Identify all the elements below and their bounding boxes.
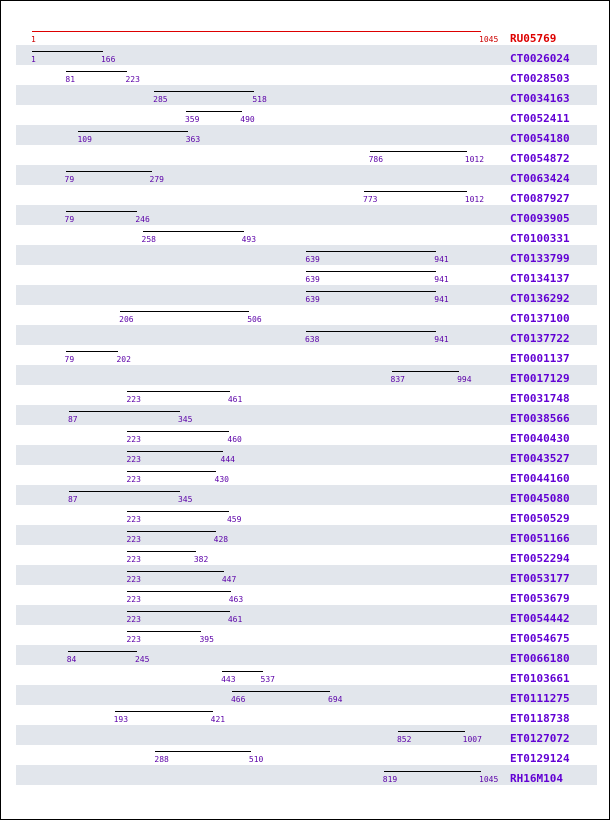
sequence-id-label[interactable]: ET0118738 xyxy=(510,712,570,725)
sequence-id-label[interactable]: ET0040430 xyxy=(510,432,570,445)
segment-end-label: 941 xyxy=(434,275,449,284)
segment-start-label: 786 xyxy=(368,155,384,164)
segment-end-label: 166 xyxy=(100,55,116,64)
sequence-id-label[interactable]: ET0043527 xyxy=(510,452,570,465)
sequence-id-label[interactable]: ET0111275 xyxy=(510,692,570,705)
reference-segment xyxy=(32,31,481,32)
segment-start-label: 288 xyxy=(154,755,169,764)
alignment-segment xyxy=(392,371,460,372)
sequence-id-label[interactable]: CT0133799 xyxy=(510,252,570,265)
sequence-id-label[interactable]: ET0054675 xyxy=(510,632,570,645)
segment-start-label: 109 xyxy=(77,135,92,144)
segment-start-label: 223 xyxy=(126,635,141,644)
sequence-id-label[interactable]: ET0127072 xyxy=(510,732,570,745)
sequence-id-label[interactable]: ET0045080 xyxy=(510,492,570,505)
segment-start-label: 852 xyxy=(396,735,412,744)
sequence-id-label[interactable]: CT0026024 xyxy=(510,52,570,65)
segment-start-label: 639 xyxy=(305,295,320,304)
alignment-segment xyxy=(127,531,215,532)
alignment-segment xyxy=(306,291,436,292)
segment-start-label: 837 xyxy=(390,375,405,384)
alignment-segment xyxy=(127,571,223,572)
alignment-segment xyxy=(127,631,201,632)
alignment-segment xyxy=(66,171,152,172)
alignment-segment xyxy=(127,511,228,512)
sequence-id-label[interactable]: CT0100331 xyxy=(510,232,570,245)
sequence-id-label[interactable]: CT0034163 xyxy=(510,92,570,105)
segment-start-label: 258 xyxy=(141,235,156,244)
segment-start-label: 223 xyxy=(126,455,141,464)
alignment-segment xyxy=(120,311,249,312)
segment-end-label: 506 xyxy=(247,315,262,324)
segment-start-label: 285 xyxy=(153,95,168,104)
segment-start-label: 466 xyxy=(230,695,246,704)
sequence-id-label[interactable]: ET0129124 xyxy=(510,752,570,765)
reference-end-label: 1045 xyxy=(479,35,499,44)
alignment-segment xyxy=(66,71,127,72)
segment-start-label: 223 xyxy=(126,535,141,544)
alignment-segment xyxy=(186,111,242,112)
sequence-id-label[interactable]: CT0028503 xyxy=(510,72,570,85)
alignment-segment xyxy=(115,711,213,712)
sequence-id-label[interactable]: ET0044160 xyxy=(510,472,570,485)
alignment-segment xyxy=(68,651,137,652)
segment-end-label: 941 xyxy=(434,335,449,344)
segment-end-label: 694 xyxy=(328,695,343,704)
segment-end-label: 459 xyxy=(226,515,242,524)
sequence-id-label[interactable]: ET0053177 xyxy=(510,572,570,585)
segment-start-label: 87 xyxy=(67,415,78,424)
segment-end-label: 223 xyxy=(125,75,140,84)
sequence-id-label[interactable]: ET0001137 xyxy=(510,352,570,365)
sequence-id-label[interactable]: ET0103661 xyxy=(510,672,570,685)
alignment-segment xyxy=(127,471,216,472)
alignment-segment xyxy=(78,131,187,132)
sequence-id-label[interactable]: ET0038566 xyxy=(510,412,570,425)
sequence-id-label[interactable]: CT0054180 xyxy=(510,132,570,145)
segment-start-label: 638 xyxy=(304,335,320,344)
alignment-plot xyxy=(1,1,610,821)
sequence-id-label[interactable]: ET0054442 xyxy=(510,612,570,625)
alignment-segment xyxy=(143,231,244,232)
sequence-id-label[interactable]: CT0052411 xyxy=(510,112,570,125)
alignment-segment xyxy=(69,491,180,492)
segment-start-label: 79 xyxy=(64,175,75,184)
segment-start-label: 223 xyxy=(126,475,141,484)
segment-end-label: 1045 xyxy=(479,775,499,784)
segment-end-label: 345 xyxy=(177,495,193,504)
segment-start-label: 443 xyxy=(221,675,236,684)
alignment-segment xyxy=(127,591,230,592)
alignment-segment xyxy=(370,151,467,152)
segment-end-label: 518 xyxy=(252,95,267,104)
segment-start-label: 223 xyxy=(126,515,141,524)
alignment-segment xyxy=(127,551,195,552)
segment-start-label: 79 xyxy=(64,215,75,224)
segment-start-label: 223 xyxy=(126,615,141,624)
segment-end-label: 279 xyxy=(149,175,164,184)
alignment-segment xyxy=(232,691,330,692)
segment-end-label: 510 xyxy=(248,755,264,764)
segment-end-label: 447 xyxy=(221,575,237,584)
alignment-segment xyxy=(222,671,262,672)
segment-start-label: 639 xyxy=(305,255,320,264)
alignment-segment xyxy=(306,251,436,252)
segment-start-label: 79 xyxy=(64,355,75,364)
segment-end-label: 490 xyxy=(240,115,255,124)
sequence-id-label[interactable]: ET0050529 xyxy=(510,512,570,525)
sequence-id-label[interactable]: CT0134137 xyxy=(510,272,570,285)
segment-start-label: 819 xyxy=(382,775,398,784)
segment-end-label: 994 xyxy=(457,375,472,384)
sequence-id-label[interactable]: ET0066180 xyxy=(510,652,570,665)
segment-end-label: 430 xyxy=(214,475,229,484)
segment-start-label: 193 xyxy=(113,715,129,724)
segment-start-label: 206 xyxy=(119,315,134,324)
segment-end-label: 245 xyxy=(134,655,150,664)
segment-end-label: 1007 xyxy=(462,735,482,744)
segment-end-label: 463 xyxy=(228,595,244,604)
segment-end-label: 246 xyxy=(135,215,150,224)
segment-end-label: 493 xyxy=(241,235,257,244)
alignment-segment xyxy=(384,771,481,772)
sequence-id-label[interactable]: CT0137722 xyxy=(510,332,570,345)
sequence-id-label[interactable]: ET0052294 xyxy=(510,552,570,565)
segment-start-label: 773 xyxy=(363,195,378,204)
segment-end-label: 421 xyxy=(210,715,226,724)
segment-start-label: 639 xyxy=(305,275,320,284)
segment-start-label: 223 xyxy=(126,395,141,404)
sequence-id-label[interactable]: CT0087927 xyxy=(510,192,570,205)
alignment-segment xyxy=(66,351,119,352)
sequence-id-label[interactable]: CT0054872 xyxy=(510,152,570,165)
segment-start-label: 87 xyxy=(67,495,78,504)
sequence-id-label[interactable]: RH16M104 xyxy=(510,772,563,785)
sequence-id-label[interactable]: ET0017129 xyxy=(510,372,570,385)
alignment-segment xyxy=(364,191,467,192)
segment-start-label: 223 xyxy=(126,595,141,604)
alignment-segment xyxy=(66,211,138,212)
segment-end-label: 444 xyxy=(220,455,235,464)
alignment-segment xyxy=(306,331,436,332)
alignment-segment xyxy=(306,271,436,272)
alignment-segment xyxy=(127,431,229,432)
reference-start-label: 1 xyxy=(31,35,36,44)
alignment-segment xyxy=(127,611,229,612)
segment-start-label: 81 xyxy=(65,75,76,84)
segment-start-label: 223 xyxy=(126,575,141,584)
alignment-segment xyxy=(127,391,229,392)
sequence-id-label[interactable]: ET0051166 xyxy=(510,532,570,545)
segment-end-label: 461 xyxy=(227,615,243,624)
alignment-segment xyxy=(155,751,250,752)
segment-end-label: 345 xyxy=(177,415,193,424)
sequence-id-label[interactable]: ET0031748 xyxy=(510,392,570,405)
alignment-segment xyxy=(69,411,180,412)
sequence-id-label[interactable]: CT0093905 xyxy=(510,212,570,225)
segment-end-label: 202 xyxy=(116,355,131,364)
segment-start-label: 84 xyxy=(66,655,77,664)
segment-end-label: 1012 xyxy=(464,195,485,204)
sequence-id-label[interactable]: CT0137100 xyxy=(510,312,570,325)
segment-end-label: 537 xyxy=(260,675,275,684)
segment-end-label: 941 xyxy=(434,295,449,304)
sequence-id-label[interactable]: ET0053679 xyxy=(510,592,570,605)
segment-end-label: 395 xyxy=(199,635,214,644)
alignment-segment xyxy=(154,91,254,92)
segment-end-label: 941 xyxy=(434,255,449,264)
alignment-segment xyxy=(398,731,465,732)
segment-end-label: 461 xyxy=(227,395,243,404)
segment-start-label: 223 xyxy=(126,435,141,444)
segment-end-label: 382 xyxy=(193,555,209,564)
alignment-segment xyxy=(32,51,103,52)
reference-id-label[interactable]: RU05769 xyxy=(510,32,557,45)
segment-end-label: 1012 xyxy=(464,155,485,164)
segment-start-label: 223 xyxy=(126,555,141,564)
sequence-id-label[interactable]: CT0136292 xyxy=(510,292,570,305)
sequence-id-label[interactable]: CT0063424 xyxy=(510,172,570,185)
segment-start-label: 359 xyxy=(184,115,200,124)
segment-end-label: 363 xyxy=(185,135,201,144)
segment-start-label: 1 xyxy=(31,55,36,64)
segment-end-label: 428 xyxy=(213,535,229,544)
segment-end-label: 460 xyxy=(227,435,242,444)
alignment-segment xyxy=(127,451,222,452)
